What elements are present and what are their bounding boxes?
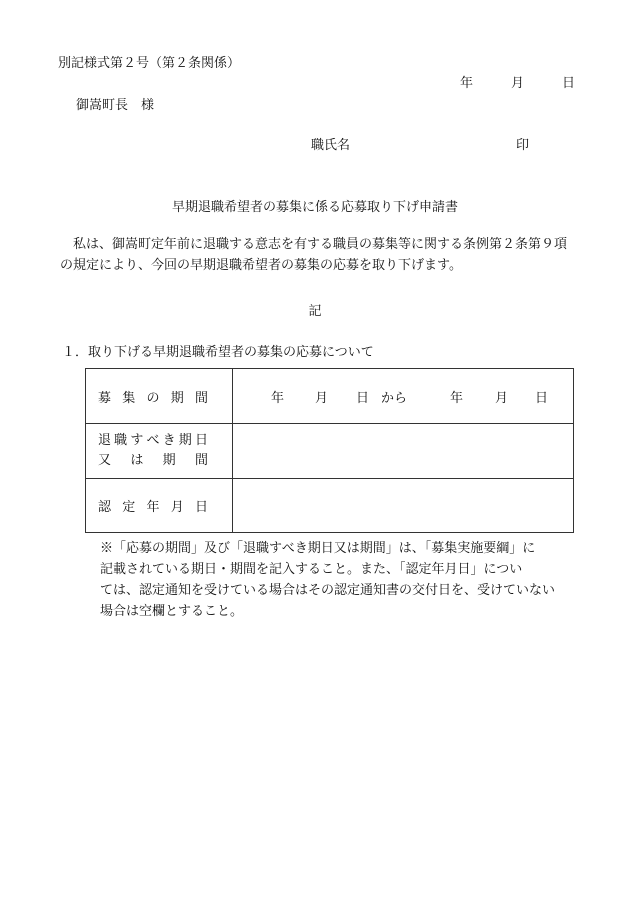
form-number: 別記様式第２号（第２条関係） (58, 56, 241, 71)
note-line: 場合は空欄とすること。 (100, 604, 244, 619)
table-row (86, 479, 574, 533)
approval-date-label: 認 定 年 月 日 (86, 479, 233, 533)
application-table (85, 368, 574, 533)
period-label: 募 集 の 期 間 (86, 369, 233, 424)
ki-heading: 記 (308, 304, 322, 319)
period-year1: 年 (271, 391, 285, 406)
signature-label: 職氏名 (311, 138, 351, 153)
date-year-label: 年 (460, 76, 474, 91)
period-month1: 月 (315, 391, 329, 406)
period-month2: 月 (495, 391, 509, 406)
period-day1: 日 (356, 391, 370, 406)
period-day2: 日 (535, 391, 549, 406)
note-line: ※「応募の期間」及び「退職すべき期日又は期間」は、「募集実施要綱」に (100, 541, 536, 556)
date-month-label: 月 (511, 76, 525, 91)
seal-mark: 印 (516, 138, 530, 153)
note-line: 記載されている期日・期間を記入すること。また、「認定年月日」につい (100, 562, 523, 577)
body-text: 私は、御嵩町定年前に退職する意志を有する職員の募集等に関する条例第２条第９項の規定により、今回の早期退職希望者の募集の応募を取り下げます。 (60, 237, 568, 273)
retirement-date-value[interactable] (233, 424, 574, 479)
addressee: 御嵩町長 様 (76, 98, 155, 113)
date-line (460, 72, 575, 91)
date-day-label: 日 (562, 76, 576, 91)
retirement-date-label: 退 職 す べ き 期 日 又 は 期 間 (86, 424, 233, 479)
table-row (86, 369, 574, 424)
table-row (86, 424, 574, 479)
document-title: 早期退職希望者の募集に係る応募取り下げ申請書 (171, 200, 458, 215)
approval-date-value[interactable] (233, 479, 574, 533)
note-line: ては、認定通知を受けている場合はその認定通知書の交付日を、受けていない (100, 583, 556, 598)
period-value[interactable] (233, 369, 574, 424)
period-from: から (381, 391, 408, 406)
note (100, 538, 576, 622)
period-year2: 年 (450, 391, 464, 406)
section-heading: １．取り下げる早期退職希望者の募集の応募について (62, 345, 374, 360)
